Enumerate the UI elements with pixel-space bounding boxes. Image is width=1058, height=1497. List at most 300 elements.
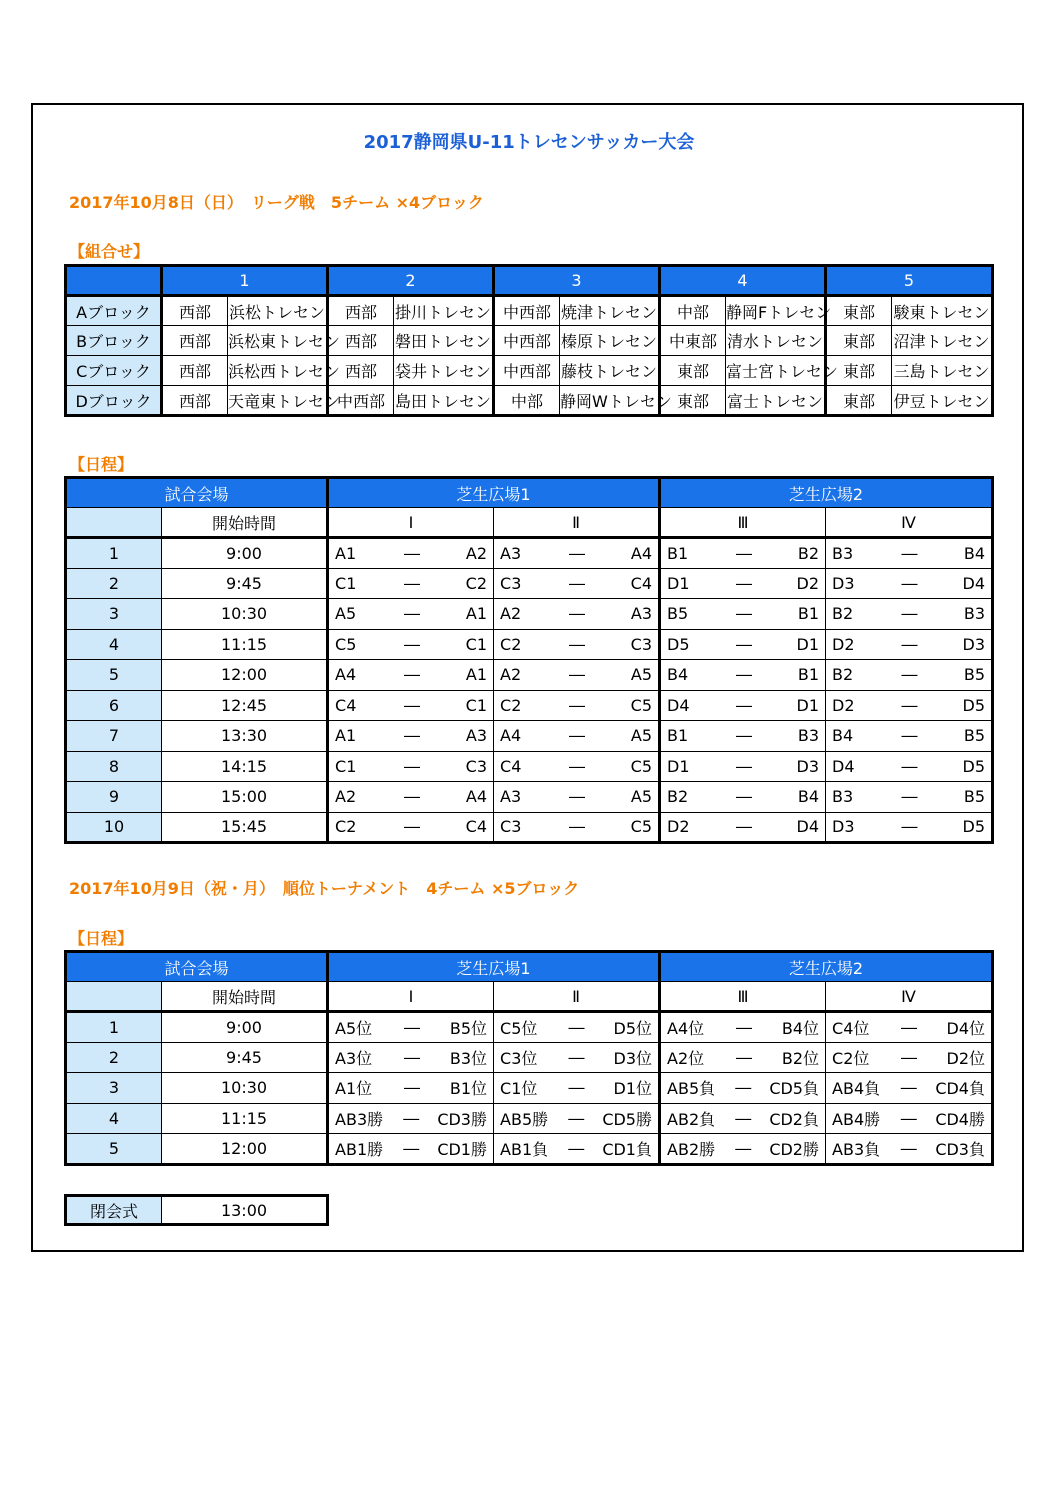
matchup	[329, 757, 493, 776]
matchup	[826, 787, 991, 806]
vs-dash: ―	[404, 756, 419, 776]
venue-2: 芝生広場2	[660, 478, 993, 508]
team-region: 西部	[328, 326, 394, 356]
vs-dash: ―	[900, 1138, 915, 1158]
team-a: C2位	[832, 1048, 870, 1068]
team-b: D1	[796, 695, 820, 715]
vs-dash: ―	[569, 543, 584, 563]
venue-1: 芝生広場1	[328, 952, 660, 982]
vs-dash: ―	[569, 756, 584, 776]
match-cell	[328, 1134, 494, 1165]
team-region: 中部	[494, 386, 560, 416]
matchup	[826, 604, 991, 623]
combo-corner	[66, 266, 162, 296]
pitch-row	[66, 508, 993, 538]
matchup	[661, 1137, 825, 1160]
team-b: D4位	[946, 1018, 986, 1038]
team-b: D3	[962, 634, 986, 654]
team-a: B1	[667, 726, 689, 746]
start-time: 14:15	[162, 751, 328, 782]
matchup	[494, 544, 658, 563]
team-a: AB3負	[832, 1139, 881, 1159]
team-b: C5	[630, 756, 653, 776]
team-a: AB5負	[667, 1079, 716, 1099]
team-b: D1	[796, 634, 820, 654]
vs-dash: ―	[901, 787, 916, 807]
team-a: A3位	[335, 1048, 373, 1068]
match-cell	[494, 1103, 660, 1134]
vs-dash: ―	[568, 1047, 583, 1067]
team-b: A1	[465, 604, 488, 624]
match-cell	[660, 1103, 826, 1134]
start-time: 11:15	[162, 1103, 328, 1134]
closing-label: 閉会式	[67, 1197, 162, 1223]
vs-dash: ―	[569, 726, 584, 746]
match-cell	[826, 599, 993, 630]
match-cell	[494, 751, 660, 782]
team-b: D2位	[946, 1048, 986, 1068]
schedule-row	[66, 629, 993, 660]
team-b: B5	[963, 787, 986, 807]
schedule-row	[66, 782, 993, 813]
match-cell	[328, 660, 494, 691]
match-cell	[494, 1073, 660, 1104]
team-a: A1	[335, 726, 357, 746]
match-number: 4	[66, 1103, 162, 1134]
team-name: 伊豆トレセン	[892, 386, 993, 416]
pitch-3: Ⅲ	[660, 508, 826, 538]
matchup	[661, 696, 825, 715]
team-b: A2	[465, 543, 488, 563]
matchup	[826, 696, 991, 715]
pitch-2: Ⅱ	[494, 982, 660, 1012]
vs-dash: ―	[736, 634, 751, 654]
matchup	[494, 574, 658, 593]
matchup	[494, 604, 658, 623]
team-b: A4	[630, 543, 653, 563]
match-number: 2	[66, 568, 162, 599]
vs-dash: ―	[900, 1078, 915, 1098]
matchup	[329, 787, 493, 806]
vs-dash: ―	[568, 1138, 583, 1158]
vs-dash: ―	[569, 817, 584, 837]
start-time: 12:45	[162, 690, 328, 721]
match-number: 9	[66, 782, 162, 813]
vs-dash: ―	[736, 543, 751, 563]
team-a: C4	[335, 695, 357, 715]
start-time: 11:15	[162, 629, 328, 660]
team-b: D5	[962, 695, 986, 715]
vs-dash: ―	[404, 1078, 418, 1098]
team-b: B5	[963, 726, 986, 746]
team-a: D1	[667, 756, 690, 776]
vs-dash: ―	[568, 1078, 583, 1098]
day2-schedule-table	[64, 950, 994, 1166]
matchup	[494, 1046, 658, 1069]
vs-dash: ―	[736, 573, 751, 593]
matchup	[494, 817, 658, 836]
start-time: 13:30	[162, 721, 328, 752]
venue-1: 芝生広場1	[328, 478, 660, 508]
team-a: A4位	[667, 1018, 705, 1038]
team-a: A5位	[335, 1018, 373, 1038]
team-a: D5	[667, 634, 690, 654]
team-b: C4	[630, 573, 653, 593]
team-b: D5	[962, 817, 986, 837]
team-a: A4	[335, 665, 357, 685]
team-a: AB1勝	[335, 1139, 384, 1159]
team-region: 西部	[328, 296, 394, 326]
matchup	[826, 665, 991, 684]
match-cell	[660, 1042, 826, 1073]
match-cell	[494, 599, 660, 630]
vs-dash: ―	[736, 665, 751, 685]
team-region: 西部	[162, 356, 228, 386]
team-b: B1	[797, 604, 820, 624]
start-time: 10:30	[162, 1073, 328, 1104]
vs-dash: ―	[569, 604, 584, 624]
team-b: CD4負	[935, 1079, 985, 1099]
vs-dash: ―	[404, 1017, 418, 1037]
team-b: C4	[465, 817, 488, 837]
team-a: D4	[667, 695, 690, 715]
day1-heading: 2017年10月8日（日） リーグ戦 5チーム ×4ブロック	[69, 193, 484, 212]
matchup	[661, 544, 825, 563]
vs-dash: ―	[736, 695, 751, 715]
matchup	[661, 757, 825, 776]
team-name: 浜松トレセン	[228, 296, 328, 326]
start-time: 12:00	[162, 660, 328, 691]
team-b: D5	[962, 756, 986, 776]
team-b: A3	[630, 604, 653, 624]
team-b: A4	[465, 787, 488, 807]
vs-dash: ―	[900, 1017, 915, 1037]
team-region: 中東部	[660, 326, 726, 356]
vs-dash: ―	[901, 634, 916, 654]
team-a: A3	[500, 543, 522, 563]
matchup	[661, 817, 825, 836]
start-time: 9:00	[162, 538, 328, 569]
match-cell	[494, 1042, 660, 1073]
team-b: CD2負	[769, 1109, 819, 1129]
vs-dash: ―	[735, 1078, 750, 1098]
matchup	[661, 635, 825, 654]
match-cell	[826, 782, 993, 813]
team-name: 沼津トレセン	[892, 326, 993, 356]
team-a: B4	[832, 726, 854, 746]
vs-dash: ―	[901, 817, 916, 837]
team-name: 富士トレセン	[726, 386, 826, 416]
venue-row	[66, 952, 993, 982]
team-b: CD5負	[769, 1079, 819, 1099]
team-a: B1	[667, 543, 689, 563]
team-a: A3	[500, 787, 522, 807]
match-cell	[328, 568, 494, 599]
combo-row	[66, 386, 993, 416]
team-a: D3	[832, 817, 855, 837]
matchup	[826, 1016, 991, 1039]
match-cell	[660, 629, 826, 660]
pitch-1: Ⅰ	[328, 982, 494, 1012]
pitch-row	[66, 982, 993, 1012]
team-region: 東部	[826, 326, 892, 356]
vs-dash: ―	[736, 1017, 750, 1037]
match-cell	[494, 629, 660, 660]
match-number: 5	[66, 1134, 162, 1165]
team-b: CD2勝	[769, 1139, 819, 1159]
matchup	[329, 696, 493, 715]
team-b: CD1勝	[437, 1139, 487, 1159]
match-cell	[660, 721, 826, 752]
team-b: B4	[963, 543, 986, 563]
schedule-row	[66, 568, 993, 599]
block-label: Aブロック	[66, 296, 162, 326]
venue-row	[66, 478, 993, 508]
block-label: Cブロック	[66, 356, 162, 386]
match-number: 1	[66, 538, 162, 569]
match-cell	[328, 1042, 494, 1073]
match-cell	[494, 721, 660, 752]
schedule-row	[66, 660, 993, 691]
team-name: 駿東トレセン	[892, 296, 993, 326]
block-label: Bブロック	[66, 326, 162, 356]
schedule-row	[66, 1073, 993, 1104]
matchup	[826, 574, 991, 593]
matchup	[661, 665, 825, 684]
pitch-4: Ⅳ	[826, 982, 993, 1012]
team-b: B1	[797, 665, 820, 685]
matchup	[826, 726, 991, 745]
start-time: 10:30	[162, 599, 328, 630]
match-cell	[660, 751, 826, 782]
vs-dash: ―	[901, 573, 916, 593]
team-region: 西部	[162, 296, 228, 326]
match-cell	[494, 1012, 660, 1043]
matchup	[826, 757, 991, 776]
team-a: B4	[667, 665, 689, 685]
team-a: C2	[500, 634, 522, 654]
team-name: 静岡Wトレセン	[560, 386, 660, 416]
match-number: 4	[66, 629, 162, 660]
team-b: A5	[630, 787, 653, 807]
match-cell	[328, 690, 494, 721]
matchup	[494, 1016, 658, 1039]
combo-col-4: 4	[660, 266, 826, 296]
match-number: 8	[66, 751, 162, 782]
vs-dash: ―	[901, 726, 916, 746]
team-b: CD1負	[602, 1139, 652, 1159]
team-a: D2	[832, 634, 855, 654]
matchup	[661, 604, 825, 623]
team-region: 中西部	[494, 356, 560, 386]
match-cell	[660, 660, 826, 691]
team-a: B2	[832, 665, 854, 685]
team-name: 天竜東トレセン	[228, 386, 328, 416]
match-cell	[328, 1073, 494, 1104]
team-a: C5位	[500, 1018, 538, 1038]
team-a: C1	[335, 573, 357, 593]
team-b: CD5勝	[602, 1109, 652, 1129]
vs-dash: ―	[900, 1047, 915, 1067]
team-region: 東部	[660, 356, 726, 386]
time-header: 開始時間	[162, 982, 328, 1012]
team-a: A4	[500, 726, 522, 746]
team-b: B3	[963, 604, 986, 624]
matchup	[826, 1107, 991, 1130]
team-name: 清水トレセン	[726, 326, 826, 356]
vs-dash: ―	[735, 1138, 750, 1158]
team-b: B4位	[781, 1018, 820, 1038]
no-header	[66, 982, 162, 1012]
matchup	[826, 1076, 991, 1099]
match-cell	[660, 1073, 826, 1104]
match-cell	[660, 1012, 826, 1043]
day1-schedule-table	[64, 476, 994, 844]
team-region: 中西部	[494, 326, 560, 356]
match-cell	[328, 721, 494, 752]
team-a: A2	[335, 787, 357, 807]
pitch-4: Ⅳ	[826, 508, 993, 538]
match-cell	[494, 1134, 660, 1165]
matchup	[661, 726, 825, 745]
match-cell	[660, 812, 826, 843]
team-b: CD3負	[935, 1139, 985, 1159]
team-b: D4	[796, 817, 820, 837]
team-a: C4位	[832, 1018, 870, 1038]
matchup	[494, 696, 658, 715]
day1-schedule-label: 【日程】	[69, 455, 134, 474]
matchup	[661, 574, 825, 593]
start-time: 9:45	[162, 1042, 328, 1073]
pitch-1: Ⅰ	[328, 508, 494, 538]
matchup	[329, 1137, 493, 1160]
matchup	[494, 1137, 658, 1160]
team-b: B3位	[449, 1048, 488, 1068]
match-cell	[328, 782, 494, 813]
matchup	[329, 1046, 493, 1069]
matchup	[329, 1107, 493, 1130]
match-number: 3	[66, 1073, 162, 1104]
matchup	[494, 1076, 658, 1099]
time-header: 開始時間	[162, 508, 328, 538]
schedule-row	[66, 812, 993, 843]
closing-time: 13:00	[220, 1200, 268, 1220]
team-a: D2	[667, 817, 690, 837]
team-region: 中西部	[328, 386, 394, 416]
match-cell	[660, 1134, 826, 1165]
start-time: 9:45	[162, 568, 328, 599]
team-region: 東部	[826, 386, 892, 416]
team-a: A2	[500, 604, 522, 624]
matchup	[494, 787, 658, 806]
vs-dash: ―	[404, 787, 419, 807]
team-region: 西部	[162, 326, 228, 356]
team-a: B5	[667, 604, 689, 624]
vs-dash: ―	[569, 634, 584, 654]
team-b: D5位	[613, 1018, 653, 1038]
team-name: 三島トレセン	[892, 356, 993, 386]
match-cell	[328, 1012, 494, 1043]
team-a: D2	[832, 695, 855, 715]
team-b: A5	[630, 665, 653, 685]
pitch-2: Ⅱ	[494, 508, 660, 538]
match-cell	[494, 660, 660, 691]
closing-ceremony	[64, 1194, 329, 1226]
match-cell	[660, 690, 826, 721]
match-number: 2	[66, 1042, 162, 1073]
vs-dash: ―	[568, 1108, 583, 1128]
team-a: AB5勝	[500, 1109, 549, 1129]
match-cell	[826, 812, 993, 843]
schedule-row	[66, 1012, 993, 1043]
vs-dash: ―	[569, 787, 584, 807]
team-name: 富士宮トレセン	[726, 356, 826, 386]
team-b: D4	[962, 573, 986, 593]
team-b: A3	[465, 726, 488, 746]
vs-dash: ―	[404, 634, 419, 654]
match-cell	[826, 568, 993, 599]
match-cell	[826, 690, 993, 721]
team-name: 静岡Fトレセン	[726, 296, 826, 326]
vs-dash: ―	[735, 1108, 750, 1128]
match-cell	[660, 568, 826, 599]
team-b: A5	[630, 726, 653, 746]
schedule-row	[66, 1134, 993, 1165]
team-name: 浜松西トレセン	[228, 356, 328, 386]
team-a: AB4勝	[832, 1109, 881, 1129]
vs-dash: ―	[569, 665, 584, 685]
team-b: D3位	[613, 1048, 653, 1068]
team-a: C3	[500, 573, 522, 593]
team-a: B3	[832, 543, 854, 563]
match-cell	[494, 782, 660, 813]
team-a: C2	[500, 695, 522, 715]
team-a: AB2負	[667, 1109, 716, 1129]
combo-row	[66, 296, 993, 326]
match-cell	[826, 1042, 993, 1073]
team-a: C3位	[500, 1048, 538, 1068]
team-b: C5	[630, 817, 653, 837]
match-cell	[328, 751, 494, 782]
team-region: 東部	[660, 386, 726, 416]
matchup	[329, 544, 493, 563]
vs-dash: ―	[404, 1047, 418, 1067]
vs-dash: ―	[901, 665, 916, 685]
team-a: D3	[832, 573, 855, 593]
match-cell	[328, 599, 494, 630]
match-cell	[826, 751, 993, 782]
vs-dash: ―	[403, 1108, 418, 1128]
team-a: C1	[335, 756, 357, 776]
match-cell	[826, 1134, 993, 1165]
team-name: 榛原トレセン	[560, 326, 660, 356]
day2-heading: 2017年10月9日（祝・月） 順位トーナメント 4チーム ×5ブロック	[69, 879, 580, 898]
matchup	[494, 635, 658, 654]
vs-dash: ―	[901, 604, 916, 624]
team-b: B2	[797, 543, 820, 563]
vs-dash: ―	[404, 543, 419, 563]
team-a: A2	[500, 665, 522, 685]
match-cell	[826, 660, 993, 691]
matchup	[661, 1046, 825, 1069]
team-b: B5	[963, 665, 986, 685]
team-a: AB3勝	[335, 1109, 384, 1129]
team-b: C3	[465, 756, 488, 776]
vs-dash: ―	[404, 604, 419, 624]
match-cell	[826, 1103, 993, 1134]
team-a: B3	[832, 787, 854, 807]
vs-dash: ―	[901, 756, 916, 776]
